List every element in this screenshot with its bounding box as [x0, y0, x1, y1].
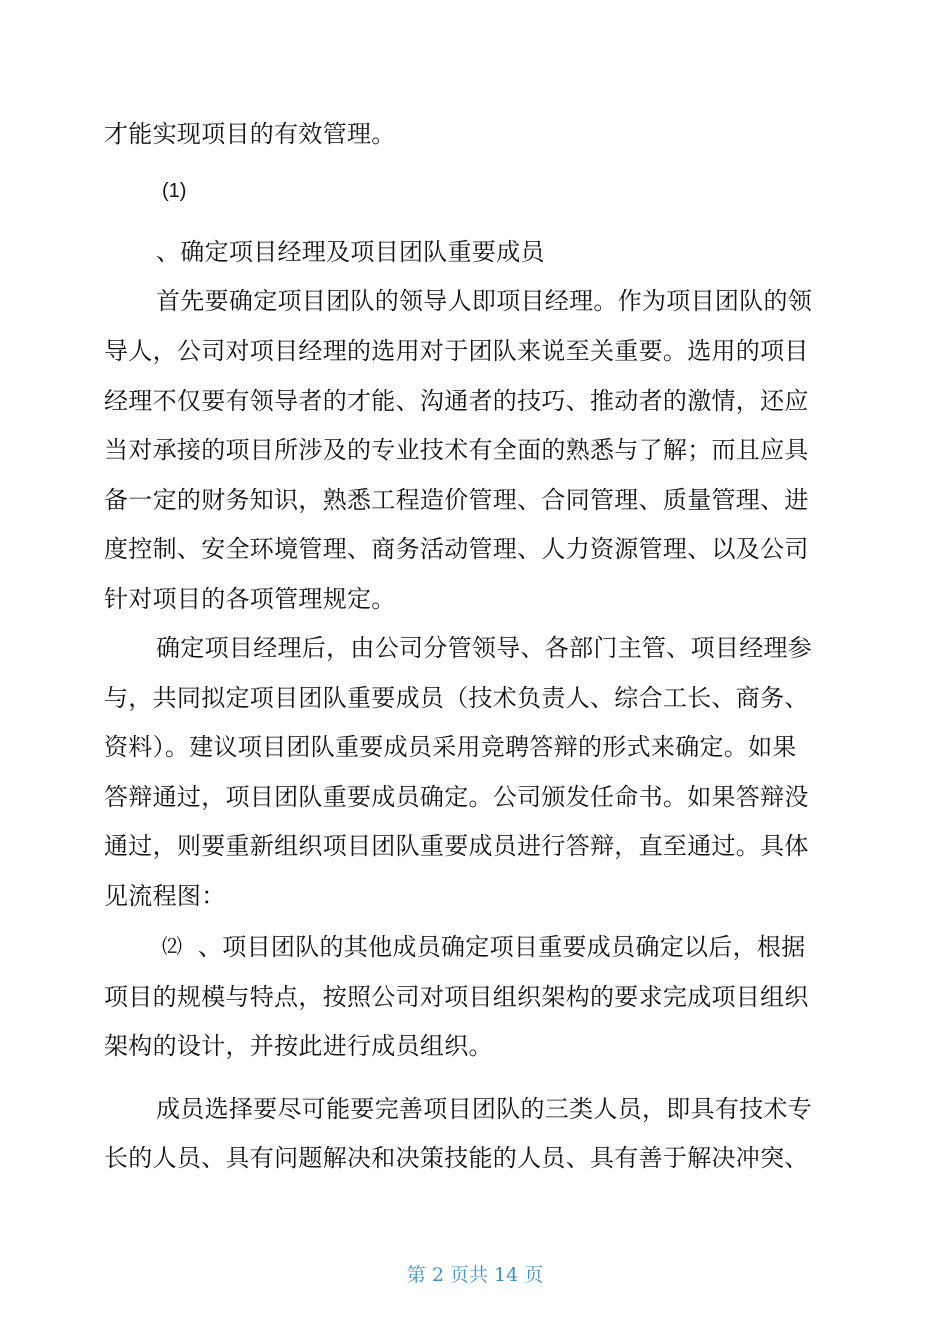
paragraph-line: 经理不仅要有领导者的才能、沟通者的技巧、推动者的激情，还应: [104, 387, 809, 415]
paragraph-line: 当对承接的项目所涉及的专业技术有全面的熟悉与了解；而且应具: [104, 436, 809, 464]
paragraph-line: 首先要确定项目团队的领导人即项目经理。作为项目团队的领: [156, 287, 813, 315]
section-heading: 、项目团队的其他成员确定项目重要成员确定以后，根据: [198, 933, 806, 961]
paragraph-line: 资料）。建议项目团队重要成员采用竞聘答辩的形式来确定。如果: [104, 733, 797, 761]
paragraph-line: 备一定的财务知识，熟悉工程造价管理、合同管理、质量管理、进: [104, 486, 809, 514]
paragraph-line: 成员选择要尽可能要完善项目团队的三类人员，即具有技术专: [156, 1095, 813, 1123]
paragraph-line: 项目的规模与特点，按照公司对项目组织架构的要求完成项目组织: [104, 983, 809, 1011]
paragraph-line: 度控制、安全环境管理、商务活动管理、人力资源管理、以及公司: [104, 535, 809, 563]
paragraph-line: 针对项目的各项管理规定。: [104, 585, 396, 613]
paragraph-line: 确定项目经理后，由公司分管领导、各部门主管、项目经理参: [156, 634, 813, 662]
paragraph-line: 与，共同拟定项目团队重要成员（技术负责人、综合工长、商务、: [104, 684, 809, 712]
section-heading: 、确定项目经理及项目团队重要成员: [156, 238, 545, 266]
paragraph-line: 才能实现项目的有效管理。: [104, 120, 396, 148]
paragraph-line: 长的人员、具有问题解决和决策技能的人员、具有善于解决冲突、: [104, 1144, 809, 1172]
section-number: (1): [162, 180, 187, 202]
paragraph-line: 架构的设计，并按此进行成员组织。: [104, 1032, 493, 1060]
paragraph-line: 见流程图：: [104, 882, 226, 910]
page-number-footer: 第 2 页共 14 页: [406, 1264, 544, 1286]
section-number: ⑵: [162, 936, 182, 958]
paragraph-line: 导人，公司对项目经理的选用对于团队来说至关重要。选用的项目: [104, 337, 809, 365]
paragraph-line: 通过，则要重新组织项目团队重要成员进行答辩，直至通过。具体: [104, 832, 809, 860]
paragraph-line: 答辩通过，项目团队重要成员确定。公司颁发任命书。如果答辩没: [104, 783, 809, 811]
